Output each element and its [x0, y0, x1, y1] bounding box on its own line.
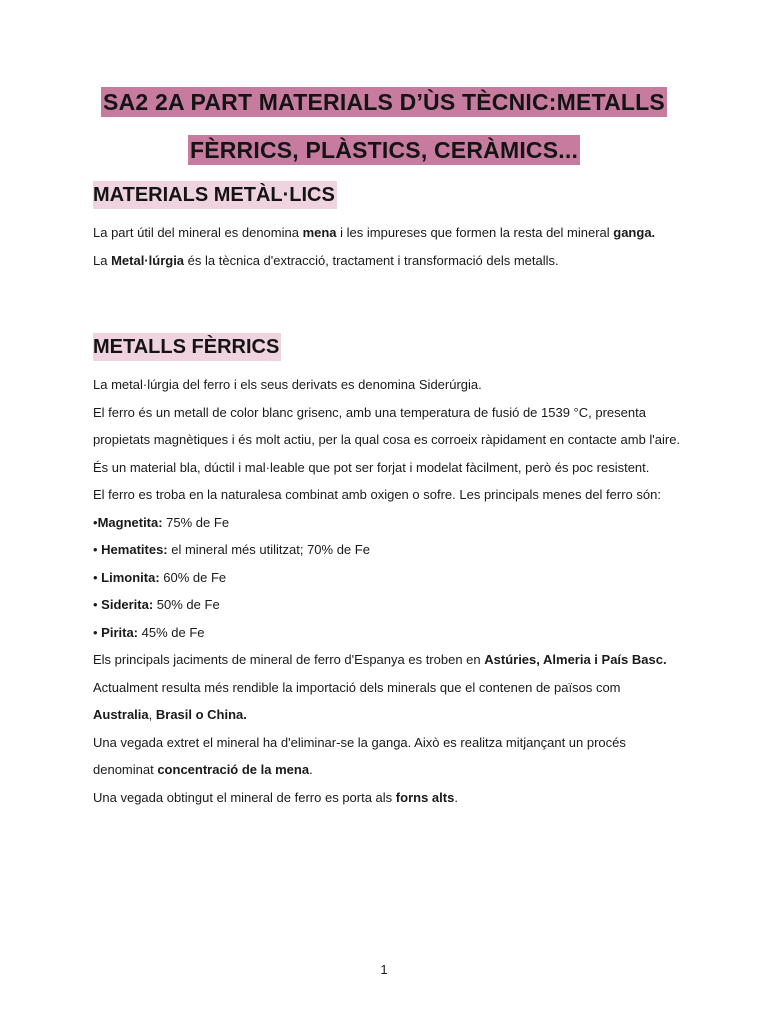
page-title-continued: FÈRRICS, PLÀSTICS, CERÀMICS...	[189, 137, 579, 163]
text: Una vegada extret el mineral ha d'eliminar-se la ganga. Això es realitza mitjançant un procés denominat	[93, 734, 626, 777]
text: ,	[148, 707, 156, 722]
bold-text: Metal·lúrgia	[111, 252, 185, 268]
list-item	[93, 619, 683, 647]
title-line-2	[0, 137, 768, 164]
page-title: SA2 2A PART MATERIALS D’ÙS TÈCNIC:METALLS	[103, 89, 665, 115]
paragraph-concentration	[93, 729, 683, 784]
bold-text: mena	[302, 225, 337, 240]
paragraph-mena	[93, 219, 683, 247]
bullet: •	[93, 624, 102, 640]
bold-text: Pirita:	[101, 624, 139, 640]
bullet: •	[93, 569, 102, 585]
text: 60% de Fe	[159, 569, 227, 585]
text: el mineral més utilitzat; 70% de Fe	[167, 542, 370, 557]
bold-text: Limonita:	[101, 569, 160, 585]
paragraph-iron-properties: El ferro és un metall de color blanc grisenc, amb una temperatura de fusió de 1539 °C, presenta propietats magnètiques i és molt actiu, per la qual cosa es corroeix ràpidament en contacte amb l'aire. És un material bla, dúctil i mal·leable que pot ser forjat i modelat fàcilment, però és poc resistent.	[93, 404, 681, 475]
paragraph-siderurgy: La metal·lúrgia del ferro i els seus derivats es denomina Siderúrgia.	[93, 377, 482, 392]
bold-text: Magnetita:	[97, 514, 163, 530]
text: .	[454, 789, 458, 805]
paragraph-deposits	[93, 646, 683, 674]
paragraph-imports	[93, 674, 683, 729]
paragraph-metallurgy	[93, 247, 683, 275]
bold-text: Australia	[93, 707, 149, 722]
bold-text: concentració de la mena	[157, 762, 310, 777]
text: i les impureses que formen la resta del mineral	[336, 225, 614, 240]
section-heading-ferrous-metals: METALLS FÈRRICS	[93, 333, 281, 361]
bold-text: ganga.	[613, 225, 656, 240]
section2-body	[93, 371, 683, 811]
section1-body	[93, 219, 683, 274]
list-item	[93, 509, 683, 537]
bold-text: Brasil o China.	[155, 707, 247, 722]
text: La part útil del mineral es denomina	[93, 225, 303, 240]
bold-text: Siderita:	[101, 597, 154, 612]
bold-text: Hematites:	[101, 542, 168, 557]
text: 50% de Fe	[153, 597, 220, 612]
text: 75% de Fe	[162, 514, 230, 530]
list-item	[93, 591, 683, 619]
page-number: 1	[380, 962, 388, 977]
text: 45% de Fe	[138, 624, 205, 640]
section-heading-metal-materials: MATERIALS METÀL·LICS	[93, 181, 337, 209]
text: Actualment resulta més rendible la importació dels minerals que el contenen de països com	[93, 679, 621, 695]
bold-text: forns alts	[395, 789, 455, 805]
text: és la tècnica d'extracció, tractament i transformació dels metalls.	[184, 252, 559, 268]
text: .	[309, 762, 313, 777]
bullet: •	[93, 514, 98, 530]
title-line-1	[0, 89, 768, 116]
paragraph-blast-furnace	[93, 784, 683, 812]
list-item	[93, 536, 683, 564]
bullet: •	[93, 597, 102, 612]
paragraph-iron-ores-intro: El ferro es troba en la naturalesa combinat amb oxigen o sofre. Les principals menes del ferro són:	[93, 487, 661, 502]
bold-text: Astúries, Almeria i País Basc.	[484, 652, 667, 667]
text: Una vegada obtingut el mineral de ferro es porta als	[93, 789, 396, 805]
text: Els principals jaciments de mineral de ferro d'Espanya es troben en	[93, 652, 485, 667]
list-item	[93, 564, 683, 592]
bullet: •	[93, 542, 102, 557]
text: La	[93, 252, 112, 268]
